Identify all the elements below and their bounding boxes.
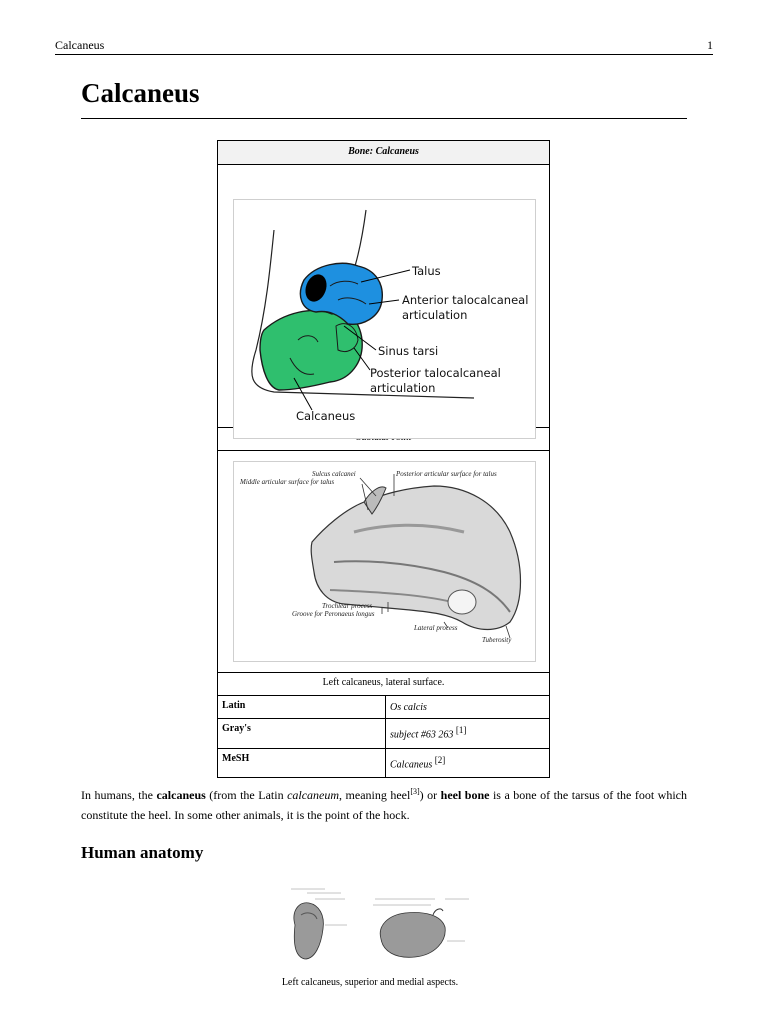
intro-text: is a bone of the tarsus of the foot which constitute the heel. In some other animals, it is the point of the hock.	[81, 788, 687, 822]
label-anterior-line2: articulation	[402, 308, 468, 322]
infobox-value	[386, 696, 549, 718]
subtalar-joint-diagram	[234, 200, 535, 438]
subtalar-joint-figure-cell	[218, 165, 549, 428]
label-tuberosity: Tuberosity	[482, 636, 512, 644]
term-heel-bone: heel bone	[440, 788, 490, 802]
term-calcaneus: calcaneus	[156, 788, 206, 802]
reference-1-link[interactable]: [1]	[455, 725, 467, 735]
intro-text: (from the Latin	[205, 788, 288, 802]
label-lateral-process: Lateral process	[414, 624, 458, 632]
label-posterior-line1: Posterior talocalcaneal	[370, 366, 501, 380]
infobox-header: Bone: Calcaneus	[218, 141, 549, 165]
bottom-figure-caption: Left calcaneus, superior and medial aspects.	[281, 977, 459, 988]
title-divider	[81, 118, 687, 119]
intro-text: ) or	[419, 788, 441, 802]
mesh-link[interactable]: Calcaneus	[390, 759, 433, 771]
infobox-row	[218, 696, 549, 719]
section-heading-human-anatomy: Human anatomy	[81, 843, 204, 862]
infobox	[217, 140, 550, 778]
reference-3-link[interactable]: [3]	[410, 787, 420, 796]
label-calcaneus: Calcaneus	[296, 409, 356, 423]
infobox-key: MeSH	[218, 749, 386, 777]
infobox-value	[386, 749, 549, 777]
label-sulcus-calcanei: Sulcus calcanei	[312, 470, 356, 478]
label-sinus-tarsi: Sinus tarsi	[378, 344, 439, 358]
label-posterior-articular-surface: Posterior articular surface for talus	[396, 470, 497, 478]
superior-medial-figure[interactable]	[285, 885, 475, 965]
lateral-surface-figure-cell	[218, 451, 549, 673]
figure2-caption: Left calcaneus, lateral surface.	[218, 673, 549, 696]
infobox-key: Latin	[218, 696, 386, 718]
label-groove-peronaeus: Groove for Peronaeus longus	[292, 610, 375, 618]
label-posterior-line2: articulation	[370, 381, 436, 395]
intro-paragraph	[81, 782, 687, 825]
subtalar-joint-image[interactable]	[233, 199, 536, 439]
intro-text: , meaning heel	[339, 788, 411, 802]
reference-2-link[interactable]: [2]	[434, 755, 446, 765]
label-middle-articular-surface: Middle articular surface for talus	[240, 478, 335, 486]
page-title: Calcaneus	[81, 78, 200, 108]
lateral-surface-image[interactable]	[233, 461, 536, 662]
grays-subject-link[interactable]: subject #63 263	[390, 729, 454, 741]
label-anterior-line1: Anterior talocalcaneal	[402, 293, 529, 307]
infobox-row	[218, 719, 549, 749]
calcaneus-superior-medial-drawings	[285, 885, 475, 965]
label-trochlear-process: Trochlear process	[322, 602, 373, 610]
running-header	[55, 38, 713, 55]
label-talus: Talus	[412, 264, 441, 278]
running-header-title: Calcaneus	[55, 38, 105, 52]
infobox-key: Gray's	[218, 719, 386, 748]
infobox-row	[218, 749, 549, 777]
infobox-value	[386, 719, 549, 748]
calcaneus-lateral-drawing	[234, 462, 535, 661]
term-calcaneum: calcaneum	[287, 788, 340, 802]
page-number: 1	[707, 38, 713, 52]
intro-text: In humans, the	[81, 788, 157, 802]
latin-name: Os calcis	[390, 702, 427, 713]
